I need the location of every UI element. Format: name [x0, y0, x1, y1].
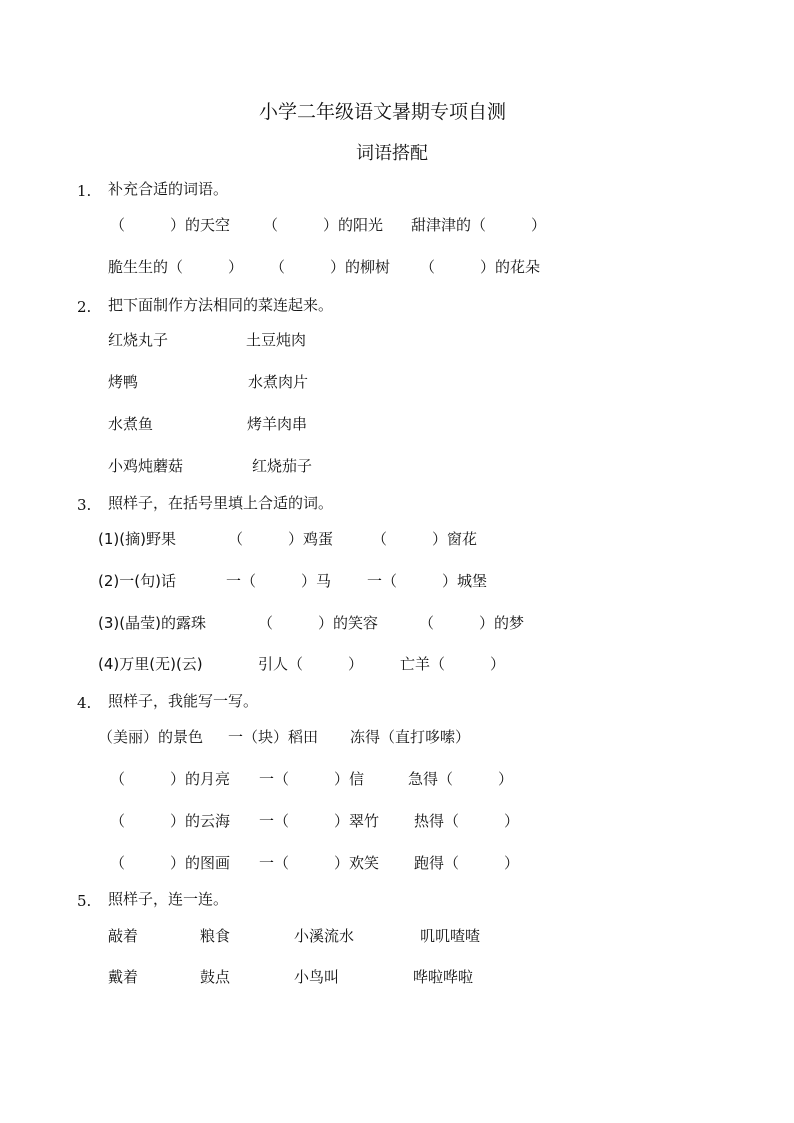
q5-item: 戴着: [108, 968, 139, 986]
q3-item: (4)万里(无)(云): [98, 655, 203, 673]
q1-item: 脆生生的（ ）: [108, 258, 244, 276]
q3-item: （ ）的梦: [419, 614, 525, 632]
question-4-prompt: 照样子，我能写一写。: [108, 692, 259, 710]
q1-item: 甜津津的（ ）: [411, 216, 547, 234]
q3-item: (2)一(句)话: [98, 572, 176, 590]
question-5-prompt: 照样子，连一连。: [108, 890, 229, 908]
q1-item: （ ）的花朵: [420, 258, 541, 276]
q3-item: （ ）的笑容: [258, 614, 379, 632]
page-title: 小学二年级语文暑期专项自测: [259, 101, 507, 123]
question-3-prompt: 照样子，在括号里填上合适的词。: [108, 494, 334, 512]
q5-item: 哗啦哗啦: [413, 968, 474, 986]
q4-item: 急得（ ）: [408, 770, 514, 788]
q4-item: 热得（ ）: [414, 812, 520, 830]
q2-right-item: 水煮肉片: [248, 373, 309, 391]
question-2-number: 2.: [77, 298, 92, 316]
q4-item: 跑得（ ）: [414, 854, 520, 872]
question-5-number: 5.: [77, 892, 92, 910]
q2-left-item: 烤鸭: [108, 373, 139, 391]
q4-item: 一（ ）欢笑: [259, 854, 380, 872]
q1-item: （ ）的柳树: [270, 258, 391, 276]
question-4-number: 4.: [77, 694, 92, 712]
question-2-prompt: 把下面制作方法相同的菜连起来。: [108, 296, 334, 314]
q5-item: 小鸟叫: [294, 968, 340, 986]
q3-item: 引人（ ）: [258, 655, 364, 673]
q4-example-item: （美丽）的景色: [98, 728, 204, 746]
q4-item: 一（ ）翠竹: [259, 812, 380, 830]
q3-item: 亡羊（ ）: [400, 655, 506, 673]
q4-item: （ ）的图画: [110, 854, 231, 872]
q3-item: 一（ ）马: [226, 572, 332, 590]
q1-item: （ ）的天空: [110, 216, 231, 234]
q2-left-item: 水煮鱼: [108, 415, 154, 433]
q5-item: 鼓点: [200, 968, 231, 986]
question-3-number: 3.: [77, 496, 92, 514]
q3-item: （ ）鸡蛋: [228, 530, 334, 548]
q4-item: （ ）的月亮: [110, 770, 231, 788]
page-subtitle: 词语搭配: [356, 143, 428, 164]
q5-item: 叽叽喳喳: [420, 927, 481, 945]
q3-item: 一（ ）城堡: [367, 572, 488, 590]
q3-item: （ ）窗花: [372, 530, 478, 548]
q2-right-item: 红烧茄子: [252, 457, 313, 475]
q2-right-item: 烤羊肉串: [247, 415, 308, 433]
q4-item: 一（ ）信: [259, 770, 365, 788]
q4-item: （ ）的云海: [110, 812, 231, 830]
q2-right-item: 土豆炖肉: [246, 331, 307, 349]
q3-item: (1)(摘)野果: [98, 530, 176, 548]
q1-item: （ ）的阳光: [263, 216, 384, 234]
q4-example-item: 一（块）稻田: [228, 728, 319, 746]
question-1-number: 1.: [77, 182, 92, 200]
question-1-prompt: 补充合适的词语。: [108, 180, 229, 198]
q2-left-item: 红烧丸子: [108, 331, 169, 349]
q4-example-item: 冻得（直打哆嗦）: [350, 728, 471, 746]
q3-item: (3)(晶莹)的露珠: [98, 614, 206, 632]
q5-item: 敲着: [108, 927, 139, 945]
q5-item: 小溪流水: [294, 927, 355, 945]
q5-item: 粮食: [200, 927, 231, 945]
q2-left-item: 小鸡炖蘑菇: [108, 457, 184, 475]
